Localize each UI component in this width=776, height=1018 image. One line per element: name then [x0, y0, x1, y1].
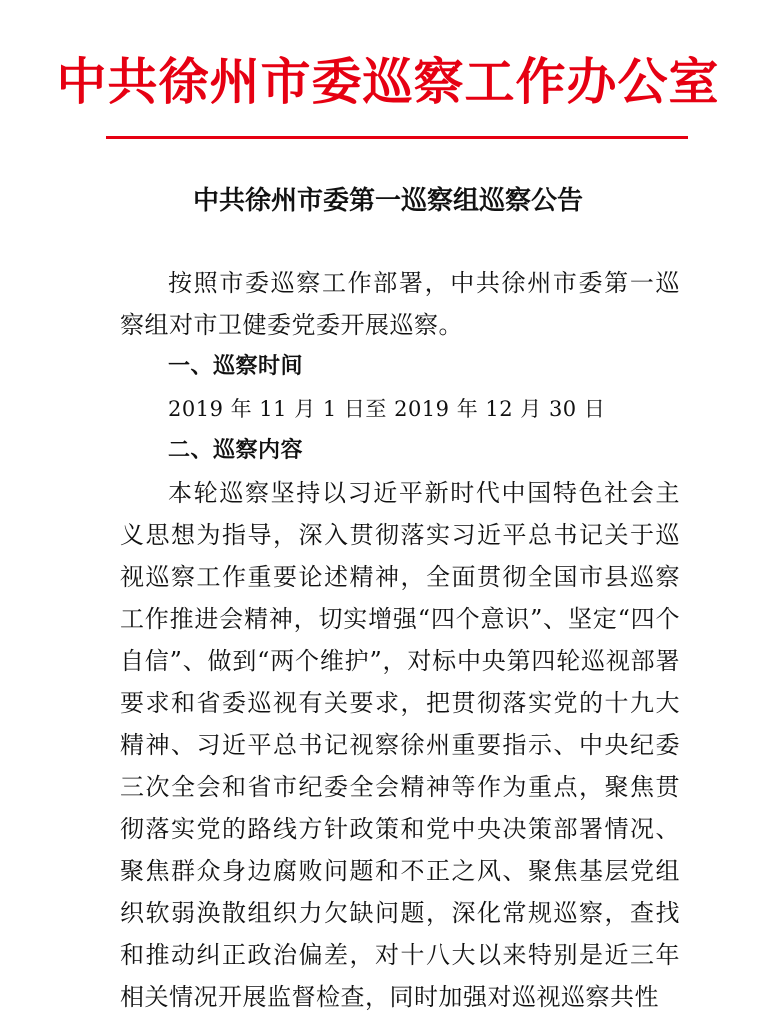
- section-heading-time: 一、巡察时间: [168, 354, 304, 379]
- masthead-red-rule: [106, 136, 688, 139]
- section-heading-content: 二、巡察内容: [168, 438, 304, 463]
- announcement-title: 中共徐州市委第一巡察组巡察公告: [192, 186, 583, 216]
- masthead-title: 中共徐州市委巡察工作办公室: [56, 52, 720, 111]
- intro-paragraph: 按照市委巡察工作部署，中共徐州市委第一巡察组对市卫健委党委开展巡察。: [120, 269, 680, 339]
- content-paragraph: 本轮巡察坚持以习近平新时代中国特色社会主义思想为指导，深入贯彻落实习近平总书记关于巡视巡察工作重要论述精神，全面贯彻全国市县巡察工作推进会精神，切实增强“四个意识”、坚定“四个自信”、做到“两个维护”，对标中央第四轮巡视部署要求和省委巡视有关要求，把贯彻落实党的十九大精神、习近平总书记视察徐州重要指示、中央纪委三次全会和省市纪委全会精神等作为重点，聚焦贯彻落实党的路线方针政策和党中央决策部署情况、聚焦群众身边腐败问题和不正之风、聚焦基层党组织软弱涣散组织力欠缺问题，深化常规巡察，查找和推动纠正政治偏差，对十八大以来特别是近三年相关情况开展监督检查，同时加强对巡视巡察共性: [120, 479, 680, 1011]
- document-body: [120, 262, 680, 1018]
- inspection-date-range: 2019 年 11 月 1 日至 2019 年 12 月 30 日: [168, 397, 606, 421]
